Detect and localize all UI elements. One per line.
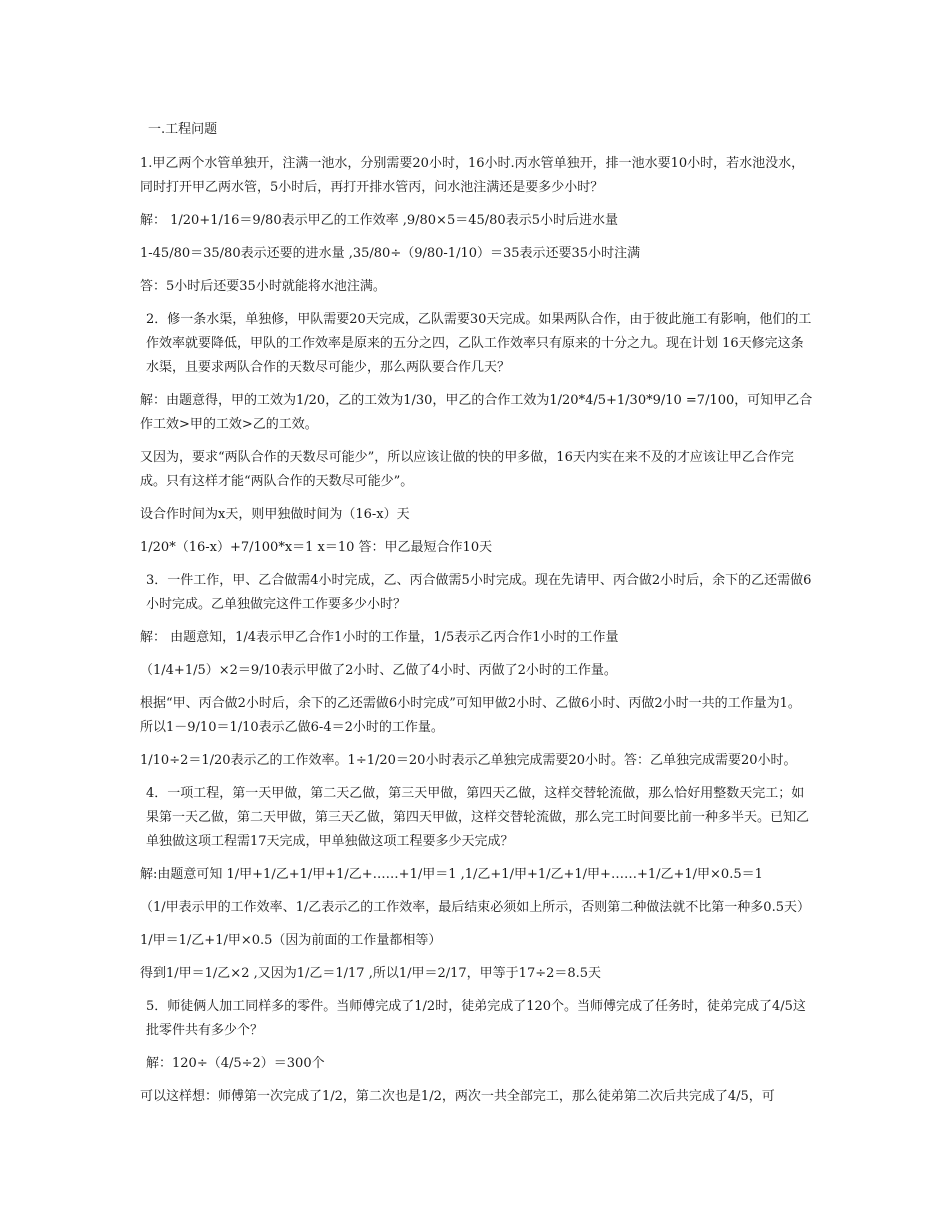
- problem-4-answer: 得到1/甲＝1/乙×2 ,又因为1/乙＝1/17 ,所以1/甲＝2/17，甲等于17÷2＝8.5天: [140, 966, 602, 981]
- problem-5-statement: 5．师徒俩人加工同样多的零件。当师傅完成了1/2时，徒弟完成了120个。当师傅完成了任务时，徒弟完成了4/5这批零件共有多少个？: [146, 999, 806, 1038]
- problem-3-answer: 1/10÷2＝1/20表示乙的工作效率。1÷1/20＝20小时表示乙单独完成需要20小时。答：乙单独完成需要20小时。: [140, 753, 797, 768]
- problem-3-statement: 3．一件工作，甲、乙合做需4小时完成，乙、丙合做需5小时完成。现在先请甲、丙合做2小时后，余下的乙还需做6小时完成。乙单独做完这件工作要多少小时？: [146, 573, 812, 612]
- problem-1-answer: 答：5小时后还要35小时就能将水池注满。: [140, 279, 386, 294]
- problem-1-solution-step-2: 1-45/80＝35/80表示还要的进水量 ,35/80÷（9/80-1/10）＝35表示还要35小时注满: [140, 246, 641, 261]
- problem-4-solution-note: （1/甲表示甲的工作效率、1/乙表示乙的工作效率，最后结束必须如上所示，否则第二种做法就不比第一种多0.5天）: [140, 900, 810, 915]
- problem-2-answer: 1/20*（16-x）+7/100*x＝1 x＝10 答：甲乙最短合作10天: [140, 540, 493, 555]
- problem-4-solution-step-1: 解:由题意可知 1/甲+1/乙+1/甲+1/乙+……+1/甲＝1 ,1/乙+1/甲+1/乙+1/甲+……+1/乙+1/甲×0.5＝1: [140, 867, 763, 882]
- problem-2-statement: 2．修一条水渠，单独修，甲队需要20天完成，乙队需要30天完成。如果两队合作，由于彼此施工有影响，他们的工作效率就要降低，甲队的工作效率是原来的五分之四，乙队工作效率只有原来的十分之九。现在计划 16天修完这条水渠，且要求两队合作的天数尽可能少，那么两队要合作几天？: [146, 312, 812, 375]
- problem-2-solution-step-3: 设合作时间为x天，则甲独做时间为（16-x）天: [140, 507, 410, 522]
- problem-3-solution-step-1: 解： 由题意知，1/4表示甲乙合作1小时的工作量，1/5表示乙丙合作1小时的工作量: [140, 630, 619, 645]
- problem-4-solution-step-2: 1/甲＝1/乙+1/甲×0.5（因为前面的工作量都相等）: [140, 933, 442, 948]
- problem-1-solution-step-1: 解： 1/20+1/16＝9/80表示甲乙的工作效率 ,9/80×5＝45/80表示5小时后进水量: [140, 213, 618, 228]
- problem-1-statement: 1.甲乙两个水管单独开，注满一池水，分别需要20小时，16小时.丙水管单独开，排一池水要10小时，若水池没水，同时打开甲乙两水管，5小时后，再打开排水管丙，问水池注满还是要多少小时？: [140, 156, 805, 195]
- problem-3-solution-step-2: （1/4+1/5）×2＝9/10表示甲做了2小时、乙做了4小时、丙做了2小时的工作量。: [140, 663, 617, 678]
- section-title: 一.工程问题: [148, 122, 218, 137]
- problem-5-solution: 解：120÷（4/5÷2）＝300个: [146, 1056, 325, 1071]
- problem-2-solution-step-2: 又因为，要求“两队合作的天数尽可能少”，所以应该让做的快的甲多做，16天内实在来不及的才应该让甲乙合作完成。只有这样才能“两队合作的天数尽可能少”。: [140, 450, 794, 489]
- problem-2-solution-step-1: 解：由题意得，甲的工效为1/20，乙的工效为1/30，甲乙的合作工效为1/20*4/5+1/30*9/10 =7/100，可知甲乙合作工效>甲的工效>乙的工效。: [140, 393, 813, 432]
- document-page: [140, 118, 815, 1118]
- problem-5-explanation: 可以这样想：师傅第一次完成了1/2，第二次也是1/2，两次一共全部完工，那么徒弟第二次后共完成了4/5，可: [140, 1089, 775, 1104]
- problem-3-solution-step-3: 根据“甲、丙合做2小时后，余下的乙还需做6小时完成”可知甲做2小时、乙做6小时、丙做2小时一共的工作量为1。 所以1－9/10＝1/10表示乙做6-4＝2小时的工作量。: [140, 696, 801, 735]
- problem-4-statement: 4．一项工程，第一天甲做，第二天乙做，第三天甲做，第四天乙做，这样交替轮流做，那么恰好用整数天完工；如果第一天乙做，第二天甲做，第三天乙做，第四天甲做，这样交替轮流做，那么完工时间要比前一种多半天。已知乙单独做这项工程需17天完成，甲单独做这项工程要多少天完成？: [146, 786, 810, 849]
